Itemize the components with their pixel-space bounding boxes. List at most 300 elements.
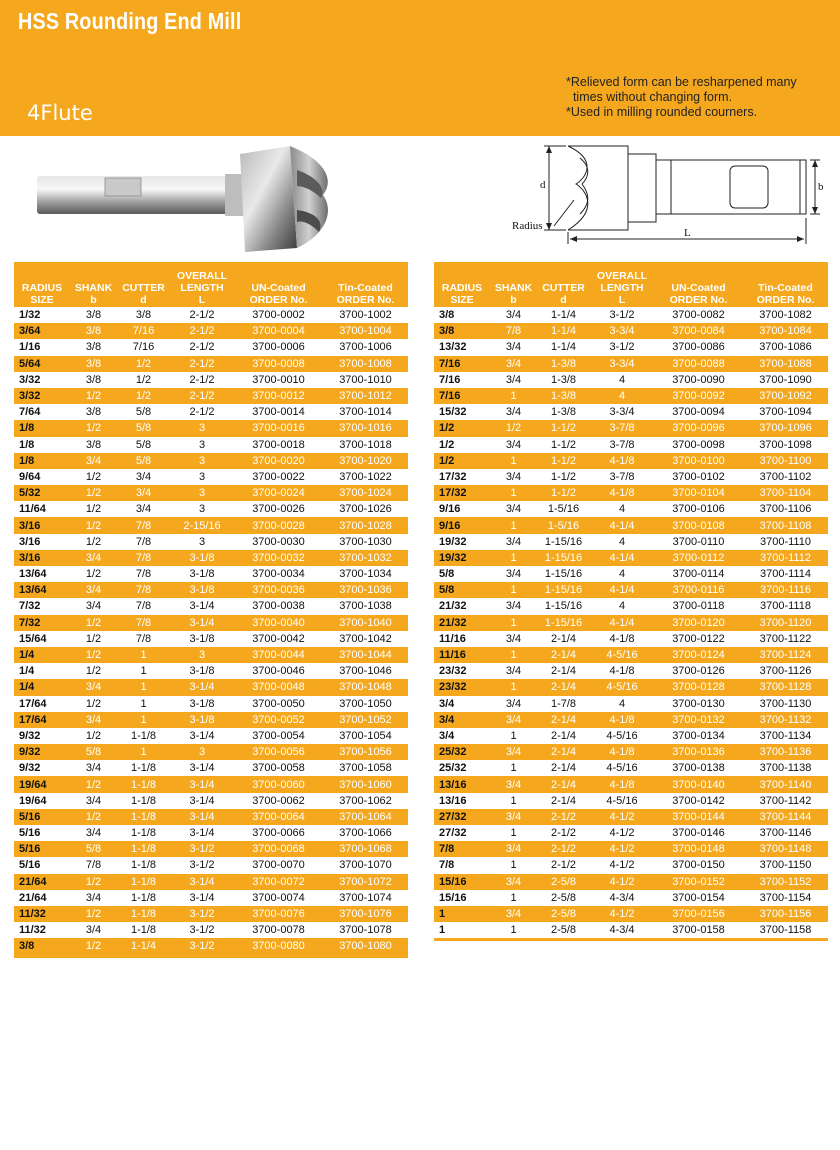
table-cell: 1 bbox=[490, 388, 537, 404]
table-cell: 1/2 bbox=[85, 535, 102, 548]
table-cell: 3700-1146 bbox=[759, 827, 812, 840]
table-cell: 27/32 bbox=[434, 809, 490, 825]
table-cell: 1-1/4 bbox=[537, 323, 590, 339]
table-cell: 3-1/4 bbox=[189, 827, 215, 840]
table-cell: 3700-0026 bbox=[252, 503, 305, 516]
table-cell: 1-1/2 bbox=[537, 485, 590, 501]
table-cell: 1 bbox=[510, 859, 517, 872]
table-cell: 7/64 bbox=[19, 406, 41, 419]
table-cell: 2-1/4 bbox=[550, 665, 577, 678]
table-cell: 3700-0116 bbox=[654, 582, 743, 598]
table-cell: 3-1/2 bbox=[189, 859, 215, 872]
table-cell: 3700-1136 bbox=[743, 744, 828, 760]
table-cell: 13/64 bbox=[19, 568, 47, 581]
table-cell: 3700-1140 bbox=[743, 776, 828, 792]
table-cell: 3700-0086 bbox=[672, 341, 725, 354]
table-cell: 3/4 bbox=[505, 309, 522, 322]
table-cell: 3700-1154 bbox=[759, 891, 812, 904]
table-row bbox=[14, 696, 408, 712]
table-cell: 1-1/8 bbox=[130, 762, 157, 775]
table-cell: 1-15/16 bbox=[544, 535, 583, 548]
table-cell: 21/64 bbox=[14, 874, 70, 890]
table-cell: 2-5/8 bbox=[550, 924, 577, 937]
table-cell: 1 bbox=[510, 827, 517, 840]
table-cell: 3700-0148 bbox=[654, 841, 743, 857]
table-cell: 3700-1010 bbox=[339, 373, 392, 386]
column-header bbox=[743, 262, 828, 307]
table-cell: 4-1/8 bbox=[609, 665, 635, 678]
table-cell: 1 bbox=[510, 891, 517, 904]
table-cell: 3700-1128 bbox=[743, 679, 828, 695]
table-cell: 1/2 bbox=[70, 906, 117, 922]
table-row bbox=[434, 615, 828, 631]
table-row bbox=[14, 825, 408, 841]
table-cell: 3700-0154 bbox=[672, 891, 725, 904]
table-cell: 3700-0114 bbox=[672, 568, 725, 581]
table-row bbox=[434, 663, 828, 679]
column-header-line: SIZE bbox=[450, 294, 474, 306]
table-row bbox=[14, 437, 408, 453]
table-cell: 5/32 bbox=[14, 485, 70, 501]
table-cell: 3700-1156 bbox=[743, 906, 828, 922]
table-cell: 3700-0024 bbox=[234, 485, 323, 501]
table-cell: 3700-1038 bbox=[339, 600, 392, 613]
table-row bbox=[14, 631, 408, 647]
table-cell: 4 bbox=[590, 388, 654, 404]
table-cell: 23/32 bbox=[439, 665, 467, 678]
table-cell: 3/4 bbox=[505, 600, 522, 613]
table-cell: 3700-0102 bbox=[672, 470, 725, 483]
table-cell: 13/64 bbox=[14, 582, 70, 598]
table-cell: 1/4 bbox=[19, 665, 35, 678]
table-row bbox=[14, 469, 408, 485]
table-cell: 3700-1100 bbox=[743, 453, 828, 469]
column-header-line: LENGTH bbox=[180, 282, 224, 294]
table-cell: 7/16 bbox=[434, 356, 490, 372]
table-cell: 15/16 bbox=[439, 891, 467, 904]
table-cell: 2-1/4 bbox=[537, 776, 590, 792]
table-cell: 3700-1116 bbox=[743, 582, 828, 598]
table-row bbox=[14, 517, 408, 533]
table-cell: 1-1/8 bbox=[117, 874, 170, 890]
table-cell: 3/8 bbox=[135, 309, 152, 322]
table-cell: 3700-0092 bbox=[654, 388, 743, 404]
table-cell: 2-1/2 bbox=[189, 373, 215, 386]
table-cell: 1 bbox=[117, 679, 170, 695]
table-cell: 3700-1096 bbox=[743, 420, 828, 436]
table-cell: 3/16 bbox=[19, 535, 41, 548]
table-cell: 1/4 bbox=[14, 679, 70, 695]
table-cell: 3700-0082 bbox=[672, 309, 725, 322]
table-cell: 4-1/8 bbox=[590, 453, 654, 469]
table-cell: 3/4 bbox=[505, 535, 522, 548]
table-cell: 1 bbox=[439, 924, 446, 937]
table-cell: 19/64 bbox=[14, 776, 70, 792]
table-cell: 3-7/8 bbox=[590, 420, 654, 436]
table-row bbox=[14, 582, 408, 598]
table-cell: 3700-1064 bbox=[323, 809, 408, 825]
column-header bbox=[537, 262, 590, 307]
column-header bbox=[323, 262, 408, 307]
table-cell: 5/8 bbox=[439, 568, 455, 581]
table-cell: 1/32 bbox=[19, 309, 41, 322]
column-header-line: ORDER No. bbox=[669, 294, 728, 306]
table-cell: 7/16 bbox=[117, 323, 170, 339]
table-cell: 3/8 bbox=[85, 438, 102, 451]
table-cell: 3-1/8 bbox=[189, 632, 215, 645]
table-cell: 3700-1122 bbox=[759, 632, 812, 645]
table-cell: 1-1/8 bbox=[117, 841, 170, 857]
end-mill-photo bbox=[35, 140, 345, 260]
table-cell: 3700-1024 bbox=[323, 485, 408, 501]
table-cell: 3/16 bbox=[14, 550, 70, 566]
table-cell: 3700-1068 bbox=[323, 841, 408, 857]
table-cell: 7/8 bbox=[117, 582, 170, 598]
table-header bbox=[434, 262, 828, 307]
table-row bbox=[434, 793, 828, 809]
table-cell: 2-1/2 bbox=[189, 341, 215, 354]
table-cell: 2-1/4 bbox=[550, 729, 577, 742]
table-cell: 3/4 bbox=[85, 762, 102, 775]
column-header bbox=[14, 262, 70, 307]
table-cell: 3 bbox=[170, 744, 234, 760]
table-cell: 3700-0010 bbox=[252, 373, 305, 386]
table-bottom-rule bbox=[14, 955, 408, 958]
table-cell: 3/4 bbox=[490, 841, 537, 857]
table-cell: 1-15/16 bbox=[544, 568, 583, 581]
table-cell: 3700-0088 bbox=[654, 356, 743, 372]
table-cell: 3700-1020 bbox=[323, 453, 408, 469]
note-line: *Used in milling rounded courners. bbox=[566, 105, 758, 119]
table-cell: 3700-0156 bbox=[654, 906, 743, 922]
table-cell: 1 bbox=[117, 712, 170, 728]
table-cell: 3700-0124 bbox=[654, 647, 743, 663]
table-cell: 1-1/2 bbox=[550, 470, 577, 483]
table-cell: 4-1/2 bbox=[590, 874, 654, 890]
column-header-line: ORDER No. bbox=[756, 294, 815, 306]
table-cell: 3700-0002 bbox=[252, 309, 305, 322]
column-header bbox=[234, 262, 323, 307]
table-cell: 3/8 bbox=[85, 406, 102, 419]
table-cell: 3/4 bbox=[434, 712, 490, 728]
table-cell: 3700-1106 bbox=[759, 503, 812, 516]
table-cell: 3700-1150 bbox=[759, 859, 812, 872]
table-cell: 3700-0080 bbox=[234, 938, 323, 954]
table-cell: 3700-0034 bbox=[252, 568, 305, 581]
table-cell: 3/4 bbox=[85, 600, 102, 613]
table-cell: 5/8 bbox=[135, 438, 152, 451]
table-row bbox=[14, 598, 408, 614]
table-row bbox=[434, 582, 828, 598]
table-row bbox=[434, 420, 828, 436]
table-cell: 1/2 bbox=[85, 503, 102, 516]
table-cell: 2-1/4 bbox=[537, 744, 590, 760]
table-cell: 2-1/2 bbox=[550, 827, 577, 840]
table-cell: 3700-1032 bbox=[323, 550, 408, 566]
table-cell: 1/2 bbox=[85, 697, 102, 710]
table-cell: 3700-0044 bbox=[234, 647, 323, 663]
table-cell: 3/4 bbox=[490, 874, 537, 890]
table-row bbox=[14, 307, 408, 323]
table-row bbox=[14, 550, 408, 566]
column-header-line: L bbox=[618, 294, 626, 306]
table-cell: 19/32 bbox=[434, 550, 490, 566]
table-cell: 1-3/8 bbox=[550, 406, 577, 419]
table-cell: 3700-1094 bbox=[759, 406, 812, 419]
table-cell: 3700-1034 bbox=[339, 568, 392, 581]
table-body-left bbox=[14, 307, 408, 955]
table-cell: 1/2 bbox=[434, 420, 490, 436]
table-row bbox=[434, 874, 828, 890]
table-cell: 3700-1056 bbox=[323, 744, 408, 760]
note-line: times without changing form. bbox=[566, 90, 733, 104]
table-cell: 4 bbox=[618, 503, 626, 516]
table-cell: 3700-1050 bbox=[339, 697, 392, 710]
table-cell: 4-1/2 bbox=[590, 906, 654, 922]
table-cell: 1/2 bbox=[85, 632, 102, 645]
table-cell: 5/8 bbox=[70, 744, 117, 760]
table-cell: 1/8 bbox=[14, 420, 70, 436]
table-cell: 3/4 bbox=[505, 373, 522, 386]
table-cell: 5/16 bbox=[14, 841, 70, 857]
table-cell: 3/8 bbox=[85, 309, 102, 322]
table-cell: 4 bbox=[618, 568, 626, 581]
table-cell: 1 bbox=[490, 679, 537, 695]
table-cell: 3-1/4 bbox=[170, 615, 234, 631]
table-cell: 3700-1018 bbox=[339, 438, 392, 451]
table-cell: 3700-1138 bbox=[759, 762, 812, 775]
table-cell: 3 bbox=[170, 453, 234, 469]
table-cell: 3700-0090 bbox=[672, 373, 725, 386]
table-cell: 4-1/4 bbox=[590, 550, 654, 566]
table-cell: 3-1/4 bbox=[170, 776, 234, 792]
table-cell: 5/8 bbox=[70, 841, 117, 857]
table-cell: 3700-1132 bbox=[743, 712, 828, 728]
column-header-line: SIZE bbox=[30, 294, 54, 306]
table-cell: 3700-1082 bbox=[759, 309, 812, 322]
table-cell: 1-3/8 bbox=[550, 373, 577, 386]
table-cell: 9/16 bbox=[434, 517, 490, 533]
table-cell: 21/32 bbox=[434, 615, 490, 631]
table-row bbox=[14, 841, 408, 857]
table-cell: 2-1/4 bbox=[537, 712, 590, 728]
table-cell: 5/64 bbox=[14, 356, 70, 372]
table-cell: 2-1/2 bbox=[537, 809, 590, 825]
table-cell: 7/8 bbox=[117, 550, 170, 566]
table-row bbox=[434, 339, 828, 355]
table-cell: 1-1/4 bbox=[550, 309, 577, 322]
table-cell: 9/64 bbox=[19, 470, 41, 483]
table-cell: 3700-1130 bbox=[759, 697, 812, 710]
table-cell: 4 bbox=[618, 535, 626, 548]
column-header-line: RADIUS bbox=[21, 282, 63, 294]
table-row bbox=[14, 890, 408, 906]
table-cell: 2-1/2 bbox=[537, 841, 590, 857]
table-cell: 3700-0134 bbox=[672, 729, 725, 742]
table-cell: 3/4 bbox=[505, 406, 522, 419]
table-row bbox=[14, 728, 408, 744]
table-cell: 3700-1080 bbox=[323, 938, 408, 954]
table-cell: 3700-1102 bbox=[759, 470, 812, 483]
table-cell: 4-3/4 bbox=[609, 891, 635, 904]
table-cell: 3700-1060 bbox=[323, 776, 408, 792]
table-cell: 1/2 bbox=[85, 729, 102, 742]
table-cell: 4-1/8 bbox=[590, 744, 654, 760]
table-cell: 3700-1004 bbox=[323, 323, 408, 339]
table-cell: 3700-0104 bbox=[654, 485, 743, 501]
table-cell: 4-5/16 bbox=[606, 794, 638, 807]
table-cell: 9/32 bbox=[19, 729, 41, 742]
table-cell: 3700-1002 bbox=[339, 309, 392, 322]
table-row bbox=[434, 356, 828, 372]
table-row bbox=[14, 712, 408, 728]
table-cell: 3700-1074 bbox=[339, 891, 392, 904]
table-cell: 3700-0122 bbox=[672, 632, 725, 645]
table-cell: 3700-0036 bbox=[234, 582, 323, 598]
table-cell: 7/8 bbox=[135, 600, 152, 613]
table-cell: 3-1/8 bbox=[189, 665, 215, 678]
table-row bbox=[434, 598, 828, 614]
table-cell: 3-1/4 bbox=[189, 762, 215, 775]
table-row bbox=[434, 534, 828, 550]
table-cell: 3700-1126 bbox=[759, 665, 812, 678]
table-row bbox=[14, 647, 408, 663]
table-cell: 7/8 bbox=[135, 568, 152, 581]
table-cell: 2-1/4 bbox=[550, 762, 577, 775]
table-cell: 3/4 bbox=[439, 729, 455, 742]
table-cell: 2-5/8 bbox=[550, 891, 577, 904]
table-cell: 4-1/2 bbox=[609, 859, 635, 872]
table-cell: 1-5/16 bbox=[537, 517, 590, 533]
header-banner bbox=[0, 0, 840, 136]
table-row bbox=[434, 857, 828, 873]
table-cell: 3-1/2 bbox=[609, 341, 635, 354]
table-cell: 1 bbox=[490, 582, 537, 598]
table-cell: 7/8 bbox=[135, 632, 152, 645]
table-cell: 3/8 bbox=[85, 341, 102, 354]
table-cell: 3700-1108 bbox=[743, 517, 828, 533]
table-cell: 3700-0142 bbox=[672, 794, 725, 807]
table-row bbox=[14, 874, 408, 890]
table-cell: 3700-1008 bbox=[323, 356, 408, 372]
table-cell: 2-15/16 bbox=[170, 517, 234, 533]
table-cell: 3700-0138 bbox=[672, 762, 725, 775]
table-cell: 3700-1112 bbox=[743, 550, 828, 566]
table-cell: 11/32 bbox=[14, 906, 70, 922]
table-row bbox=[434, 404, 828, 420]
table-cell: 1-1/8 bbox=[117, 776, 170, 792]
table-cell: 1/2 bbox=[70, 517, 117, 533]
table-cell: 4-1/4 bbox=[590, 615, 654, 631]
table-cell: 1 bbox=[490, 517, 537, 533]
table-cell: 9/32 bbox=[19, 762, 41, 775]
table-cell: 3700-1042 bbox=[339, 632, 392, 645]
table-cell: 3700-1058 bbox=[339, 762, 392, 775]
column-header-line: LENGTH bbox=[600, 282, 644, 294]
table-row bbox=[434, 307, 828, 323]
table-row bbox=[434, 890, 828, 906]
table-cell: 1-1/2 bbox=[550, 438, 577, 451]
table-cell: 3-1/8 bbox=[189, 697, 215, 710]
table-cell: 3700-0064 bbox=[234, 809, 323, 825]
table-cell: 3700-1090 bbox=[759, 373, 812, 386]
table-cell: 4-1/2 bbox=[590, 809, 654, 825]
table-cell: 3700-0068 bbox=[234, 841, 323, 857]
table-cell: 3700-0074 bbox=[252, 891, 305, 904]
table-cell: 3700-0110 bbox=[672, 535, 725, 548]
table-cell: 3700-0056 bbox=[234, 744, 323, 760]
table-cell: 3/4 bbox=[85, 891, 102, 904]
table-row bbox=[434, 550, 828, 566]
table-cell: 5/16 bbox=[14, 809, 70, 825]
table-cell: 3/4 bbox=[505, 665, 522, 678]
table-row bbox=[434, 566, 828, 582]
table-body-right bbox=[434, 307, 828, 938]
table-cell: 3700-0140 bbox=[654, 776, 743, 792]
column-header-line: RADIUS bbox=[441, 282, 483, 294]
table-cell: 3/4 bbox=[505, 568, 522, 581]
table-cell: 1/2 bbox=[70, 809, 117, 825]
table-cell: 3700-1030 bbox=[339, 535, 392, 548]
table-cell: 4-1/8 bbox=[590, 776, 654, 792]
dim-b-label: b bbox=[818, 181, 824, 193]
table-cell: 1/2 bbox=[85, 568, 102, 581]
table-cell: 1-1/8 bbox=[130, 729, 157, 742]
table-cell: 2-1/4 bbox=[550, 794, 577, 807]
table-cell: 3/4 bbox=[85, 924, 102, 937]
table-cell: 1/2 bbox=[70, 420, 117, 436]
table-cell: 1/2 bbox=[70, 615, 117, 631]
table-cell: 13/16 bbox=[434, 776, 490, 792]
table-cell: 9/32 bbox=[14, 744, 70, 760]
table-cell: 3-3/4 bbox=[609, 406, 635, 419]
table-cell: 4-1/8 bbox=[590, 712, 654, 728]
column-header-line: ORDER No. bbox=[336, 294, 395, 306]
table-cell: 2-1/4 bbox=[537, 647, 590, 663]
table-cell: 1 bbox=[510, 924, 517, 937]
column-header-line: Tin-Coated bbox=[758, 282, 813, 294]
column-header-line: OVERALL bbox=[596, 270, 648, 282]
table-header bbox=[14, 262, 408, 307]
table-cell: 15/16 bbox=[434, 874, 490, 890]
table-cell: 3700-1134 bbox=[759, 729, 812, 742]
table-cell: 7/32 bbox=[19, 600, 41, 613]
table-cell: 3/4 bbox=[135, 503, 152, 516]
table-cell: 3700-0014 bbox=[252, 406, 305, 419]
table-cell: 3 bbox=[170, 420, 234, 436]
table-cell: 4-1/2 bbox=[590, 841, 654, 857]
table-cell: 11/16 bbox=[439, 632, 466, 645]
column-header-line: UN-Coated bbox=[251, 282, 306, 294]
table-cell: 1-1/8 bbox=[117, 906, 170, 922]
table-row bbox=[434, 712, 828, 728]
table-row bbox=[14, 760, 408, 776]
column-header-line: d bbox=[560, 294, 567, 306]
table-cell: 3-1/4 bbox=[189, 794, 215, 807]
table-cell: 3700-0128 bbox=[654, 679, 743, 695]
table-cell: 3700-0028 bbox=[234, 517, 323, 533]
table-cell: 3-1/4 bbox=[170, 679, 234, 695]
table-cell: 3700-0018 bbox=[252, 438, 305, 451]
table-cell: 3700-0038 bbox=[252, 600, 305, 613]
table-cell: 3 bbox=[198, 503, 206, 516]
table-cell: 3700-1028 bbox=[323, 517, 408, 533]
table-cell: 3/16 bbox=[14, 517, 70, 533]
table-cell: 1-5/16 bbox=[547, 503, 580, 516]
table-row bbox=[434, 922, 828, 938]
table-cell: 19/32 bbox=[439, 535, 467, 548]
table-cell: 4-5/16 bbox=[590, 679, 654, 695]
